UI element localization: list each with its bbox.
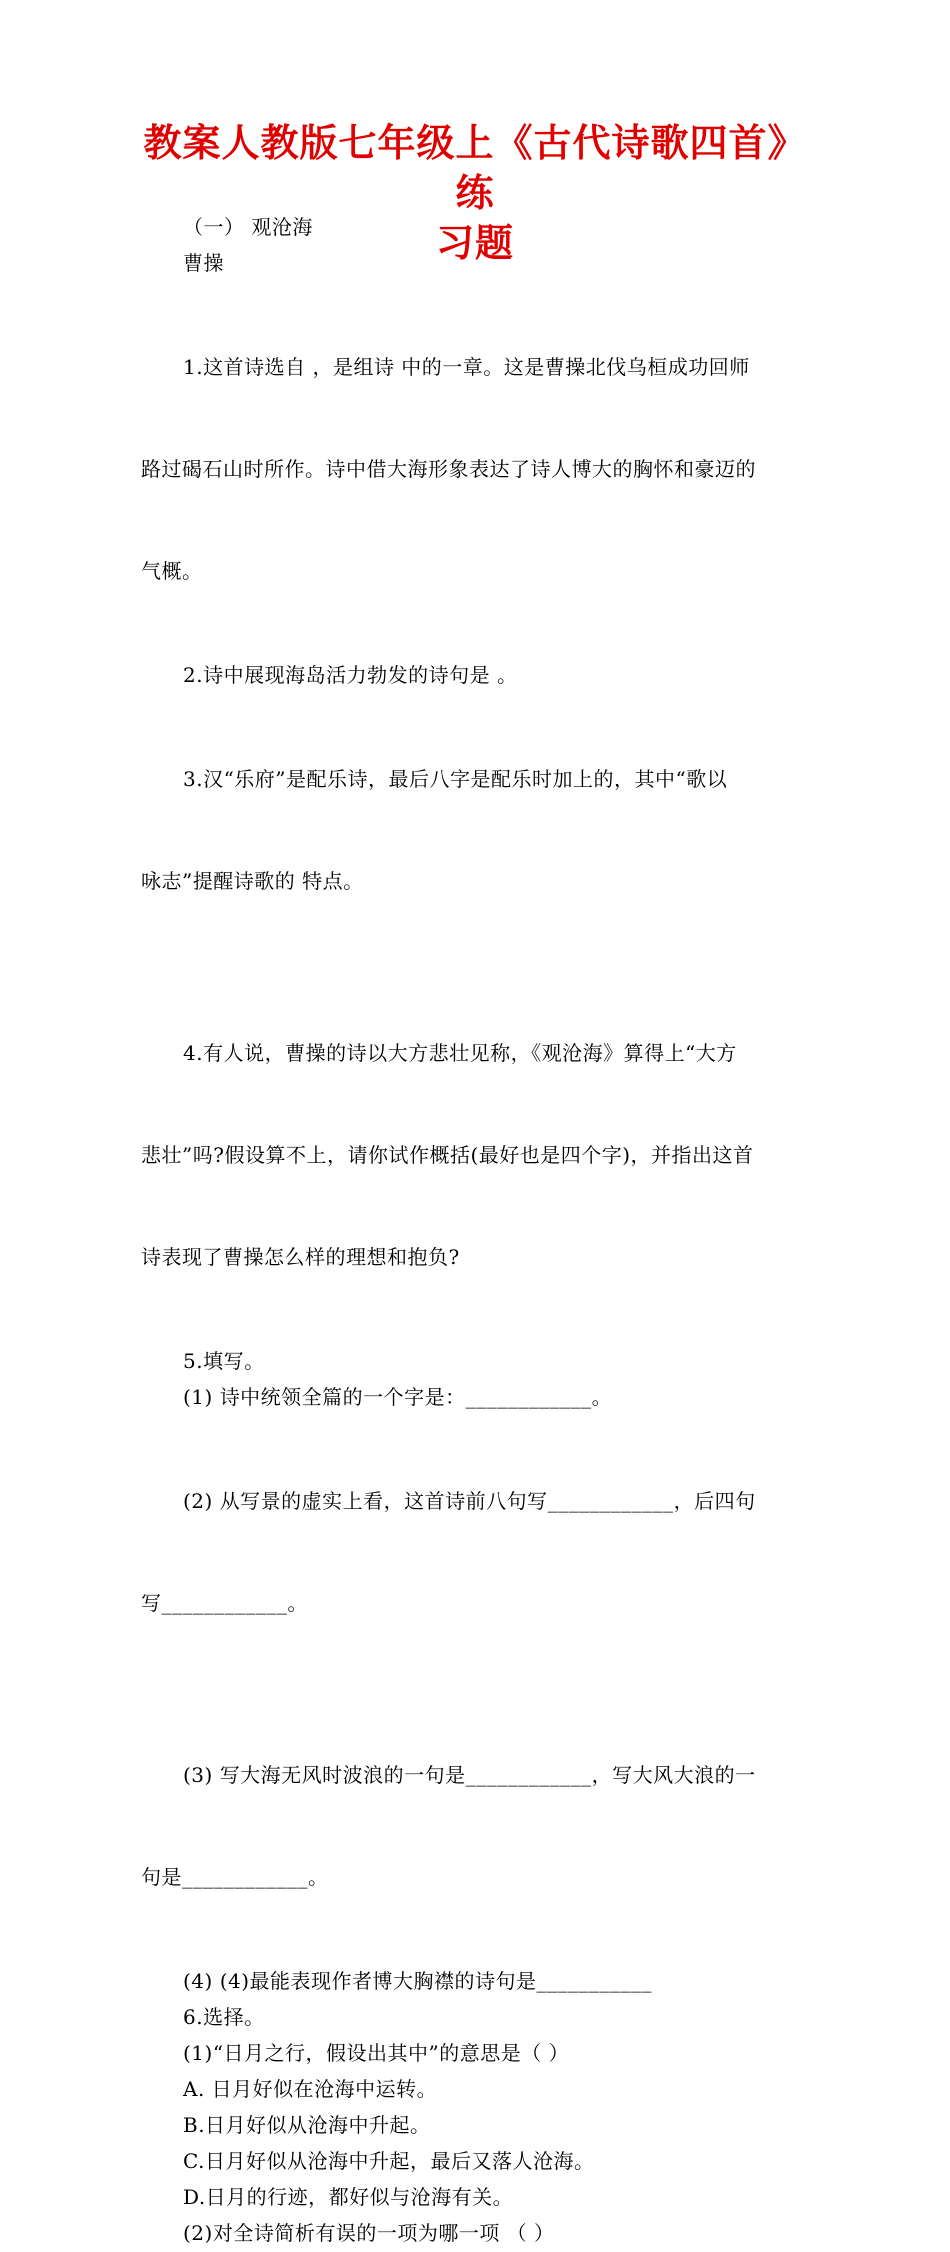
option-a: A. 日月好似在沧海中运转。 xyxy=(183,2077,438,2101)
question-5-3-line-2: 句是____________。 xyxy=(141,1865,329,1889)
question-6-1: (1)“日月之行，假设出其中”的意思是（ ） xyxy=(183,2041,570,2065)
question-4-line-3: 诗表现了曹操怎么样的理想和抱负? xyxy=(141,1245,460,1269)
question-6: 6.选择。 xyxy=(183,2005,265,2029)
question-5: 5.填写。 xyxy=(183,1349,265,1373)
question-5-2-line-1: (2) 从写景的虚实上看，这首诗前八句写____________，后四句 xyxy=(183,1489,756,1513)
question-5-3-line-1: (3) 写大海无风时波浪的一句是____________，写大风大浪的一 xyxy=(183,1763,756,1787)
question-4 xyxy=(141,968,813,1342)
question-5-2-line-2: 写____________。 xyxy=(141,1591,308,1615)
question-5-3 xyxy=(141,1690,813,1962)
question-5-2 xyxy=(141,1416,813,1688)
option-c: C.日月好似从沧海中升起，最后又落人沧海。 xyxy=(183,2149,595,2173)
question-1 xyxy=(141,282,813,656)
title-line-2: 习题 xyxy=(435,221,514,265)
question-5-1: (1) 诗中统领全篇的一个字是：____________。 xyxy=(183,1385,613,1409)
question-5-4: (4) (4)最能表现作者博大胸襟的诗句是___________ xyxy=(183,1969,653,1993)
option-b: B.日月好似从沧海中升起。 xyxy=(183,2113,431,2137)
option-d: D.日月的行迹，都好似与沧海有关。 xyxy=(183,2185,514,2209)
question-1-line-2: 路过碣石山时所作。诗中借大海形象表达了诗人博大的胸怀和豪迈的 xyxy=(141,457,756,481)
question-1-line-1: 1.这首诗选自 ，是组诗 中的一章。这是曹操北伐乌桓成功回师 xyxy=(183,355,750,379)
title-line-1: 教案人教版七年级上《古代诗歌四首》练 xyxy=(143,121,807,215)
poem-author: 曹操 xyxy=(183,251,224,275)
question-4-line-1: 4.有人说，曹操的诗以大方悲壮见称，《观沧海》算得上“大方 xyxy=(183,1041,737,1065)
question-1-line-3: 气概。 xyxy=(141,559,203,583)
question-6-2: (2)对全诗简析有误的一项为哪一项 （ ） xyxy=(183,2221,555,2245)
question-2: 2.诗中展现海岛活力勃发的诗句是 。 xyxy=(183,663,518,687)
document-body xyxy=(141,210,813,2252)
question-3-line-2: 咏志”提醒诗歌的 特点。 xyxy=(141,869,364,893)
question-3-line-1: 3.汉“乐府”是配乐诗，最后八字是配乐时加上的，其中“歌以 xyxy=(183,767,728,791)
section-heading: （一） 观沧海 xyxy=(183,215,313,239)
question-4-line-2: 悲壮”吗?假设算不上，请你试作概括(最好也是四个字)，并指出这首 xyxy=(141,1143,754,1167)
question-3 xyxy=(141,694,813,966)
